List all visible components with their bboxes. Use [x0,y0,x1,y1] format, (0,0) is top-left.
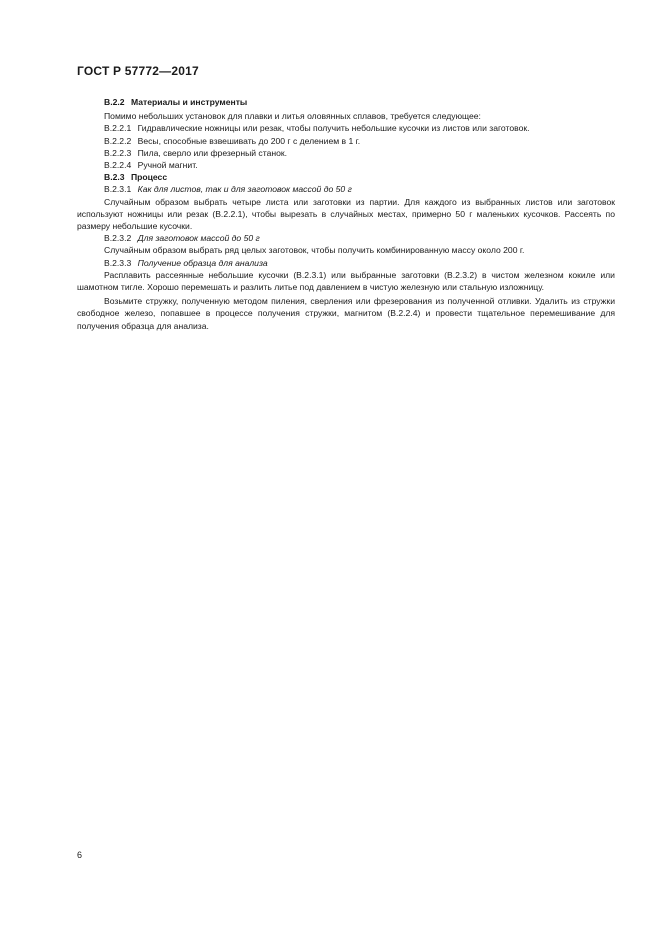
item-text: Весы, способные взвешивать до 200 г с делением в 1 г. [137,135,361,146]
list-item [77,159,615,171]
list-item [77,122,615,134]
item-text: Ручной магнит. [137,160,198,171]
subsection-number: В.2.3.1 [104,184,132,195]
item-number: В.2.2.3 [104,147,132,158]
body-paragraph: Случайным образом выбрать четыре листа или заготовки из партии. Для каждого из выбранных листов или заготовок используют ножницы или резак (В.2.2.1), чтобы вырезать в случайных местах, примерно 50 г маленьких кусочков. Рассеять по размеру небольшие кусочки. [77,196,615,232]
section-number: В.2.3 [104,172,125,183]
page-number: 6 [77,850,83,860]
subsection-title: Для заготовок массой до 50 г [137,233,260,244]
intro-paragraph: Помимо небольших установок для плавки и литья оловянных сплавов, требуется следующее: [104,111,481,122]
item-text: Пила, сверло или фрезерный станок. [137,147,288,158]
section-heading-b22 [77,96,615,108]
list-item [77,135,615,147]
subsection-heading [77,183,615,195]
item-text: Гидравлические ножницы или резак, чтобы получить небольшие кусочки из листов или заготовок. [137,123,530,134]
subsection-number: В.2.3.2 [104,233,132,244]
item-number: В.2.2.1 [104,123,132,134]
section-title: Материалы и инструменты [130,97,248,107]
subsection-title: Как для листов, так и для заготовок массой до 50 г [137,184,352,195]
item-number: В.2.2.4 [104,160,132,171]
item-number: В.2.2.2 [104,135,132,146]
section-heading-b23 [77,171,615,183]
subsection-heading [77,232,615,244]
subsection-title: Получение образца для анализа [137,257,268,268]
subsection-heading [77,257,615,269]
body-paragraph: Расплавить рассеянные небольшие кусочки (В.2.3.1) или выбранные заготовки (В.2.3.2) в чистом железном кокиле или шамотном тигле. Хорошо перемешать и разлить литье под давлением в чистую железную или стальную изложницу. [77,269,615,293]
document-body [77,96,615,332]
section-number: В.2.2 [104,97,125,107]
section-title: Процесс [130,172,168,183]
body-paragraph: Возьмите стружку, полученную методом пиления, сверления или фрезерования из полученной отливки. Удалить из стружки свободное железо, попавшее в процессе получения стружки, магнитом (В.2.2.4) и провести тщательное перемешивание для получения образца для анализа. [77,296,615,331]
subsection-number: В.2.3.3 [104,257,132,268]
list-item [77,147,615,159]
document-header: ГОСТ Р 57772—2017 [77,64,199,78]
body-paragraph: Случайным образом выбрать ряд целых заготовок, чтобы получить комбинированную массу около 200 г. [104,245,525,256]
